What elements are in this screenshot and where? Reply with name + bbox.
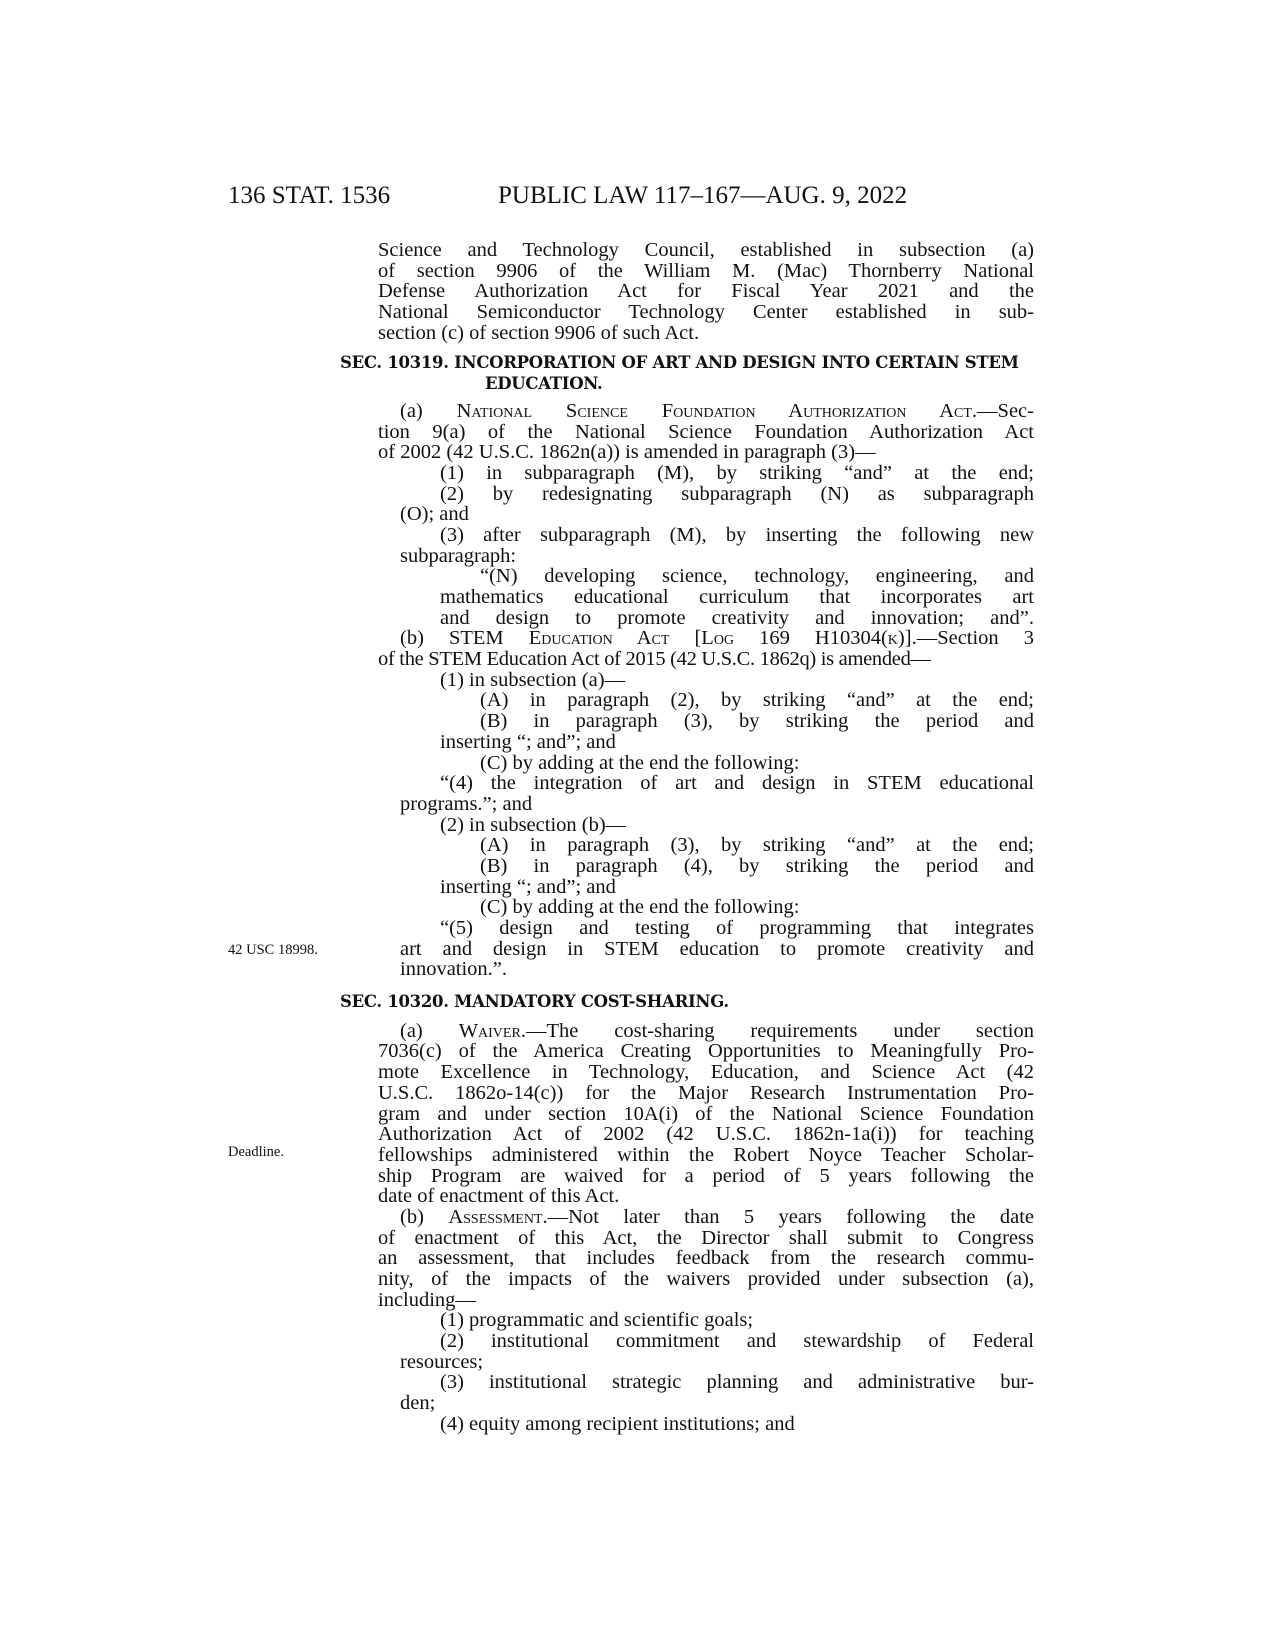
text-line: (a) Waiver.—The cost-sharing requirements under section xyxy=(400,1019,1034,1042)
text-line: National Semiconductor Technology Center established in sub- xyxy=(378,301,1034,324)
text-line: programs.”; and xyxy=(400,792,533,815)
text-line: (B) in paragraph (4), by striking the period and xyxy=(480,854,1034,877)
section-heading-10319: SEC. 10319. INCORPORATION OF ART AND DESIGN INTO CERTAIN STEM xyxy=(340,353,1019,373)
text-line: (2) in subsection (b)— xyxy=(440,813,627,836)
text-line: resources; xyxy=(400,1350,484,1373)
text-line: ship Program are waived for a period of 5 years following the xyxy=(378,1164,1034,1187)
text-line: section (c) of section 9906 of such Act. xyxy=(378,321,700,344)
text-line: (2) by redesignating subparagraph (N) as subparagraph xyxy=(440,482,1034,505)
subsection-heading: STEM Education Act [Log 169 H10304(k)] xyxy=(448,627,912,650)
text-line: including— xyxy=(378,1288,476,1311)
text-line: “(4) the integration of art and design in STEM educational xyxy=(440,772,1034,795)
text-line: of 2002 (42 U.S.C. 1862n(a)) is amended in paragraph (3)— xyxy=(378,441,876,464)
text-line: (C) by adding at the end the following: xyxy=(480,751,800,774)
text-line: art and design in STEM education to promote creativity and xyxy=(400,937,1034,960)
text-line: (4) equity among recipient institutions; and xyxy=(440,1412,795,1435)
text-line: innovation.”. xyxy=(400,958,508,981)
text-line: inserting “; and”; and xyxy=(440,730,616,753)
section-heading-10319-cont: EDUCATION. xyxy=(485,374,603,394)
text-line: date of enactment of this Act. xyxy=(378,1185,620,1208)
text-line: (O); and xyxy=(400,503,469,526)
text-line: (1) in subparagraph (M), by striking “and” at the end; xyxy=(440,461,1034,484)
text-line: “(5) design and testing of programming that integrates xyxy=(440,917,1034,939)
margin-note-deadline: Deadline. xyxy=(228,1144,284,1160)
subsection-heading: National Science Foundation Authorization Act xyxy=(456,399,972,422)
text-line: (1) programmatic and scientific goals; xyxy=(440,1309,754,1332)
text-line: subparagraph: xyxy=(400,544,517,567)
text-line: (3) institutional strategic planning and administrative bur- xyxy=(440,1371,1034,1394)
text-line: mathematics educational curriculum that incorporates art xyxy=(440,586,1034,608)
text-line: an assessment, that includes feedback from the research commu- xyxy=(378,1247,1034,1270)
text-line: (1) in subsection (a)— xyxy=(440,668,626,691)
page-header xyxy=(0,182,1275,222)
text-line: (3) after subparagraph (M), by inserting the following new xyxy=(440,523,1034,546)
text-line: (C) by adding at the end the following: xyxy=(480,896,800,919)
text-line: (B) in paragraph (3), by striking the period and xyxy=(480,710,1034,733)
body-text xyxy=(340,239,1035,1435)
text-line: tion 9(a) of the National Science Foundation Authorization Act xyxy=(378,420,1034,443)
text-line: and design to promote creativity and innovation; and”. xyxy=(440,606,1034,629)
text-line: Defense Authorization Act for Fiscal Year 2021 and the xyxy=(378,280,1034,303)
text-line: nity, of the impacts of the waivers provided under subsection (a), xyxy=(378,1268,1034,1290)
text-line: 7036(c) of the America Creating Opportunities to Meaningfully Pro- xyxy=(378,1040,1034,1063)
text-line: of enactment of this Act, the Director shall submit to Congress xyxy=(378,1226,1034,1249)
section-heading-10320: SEC. 10320. MANDATORY COST-SHARING. xyxy=(340,992,729,1012)
text-line: U.S.C. 1862o-14(c)) for the Major Research Instrumentation Pro- xyxy=(378,1081,1034,1104)
page-number: 136 STAT. 1536 xyxy=(228,182,391,209)
text-line: (2) institutional commitment and stewardship of Federal xyxy=(440,1330,1034,1353)
text-line: “(N) developing science, technology, engineering, and xyxy=(480,565,1034,588)
text-line: gram and under section 10A(i) of the National Science Foundation xyxy=(378,1102,1034,1125)
text-line: (a) National Science Foundation Authorization Act.—Sec- xyxy=(400,399,1034,422)
text-line: (A) in paragraph (3), by striking “and” at the end; xyxy=(480,834,1034,857)
subsection-heading: Waiver xyxy=(458,1019,521,1042)
text-line: (b) Assessment.—Not later than 5 years following the date xyxy=(400,1205,1035,1228)
text-line: (b) STEM Education Act [Log 169 H10304(k)].—Section 3 xyxy=(400,627,1034,650)
margin-note-usc: 42 USC 18998. xyxy=(228,942,318,958)
text-line: fellowships administered within the Robert Noyce Teacher Scholar- xyxy=(378,1143,1034,1166)
text-line: (A) in paragraph (2), by striking “and” at the end; xyxy=(480,689,1034,712)
text-line: of the STEM Education Act of 2015 (42 U.S.C. 1862q) is amended— xyxy=(378,648,931,671)
subsection-heading: Assessment xyxy=(448,1205,543,1228)
text-line: Science and Technology Council, established in subsection (a) xyxy=(378,239,1034,261)
text-line: mote Excellence in Technology, Education, and Science Act (42 xyxy=(378,1061,1034,1084)
running-title: PUBLIC LAW 117–167—AUG. 9, 2022 xyxy=(498,182,908,209)
text-line: inserting “; and”; and xyxy=(440,875,616,898)
text-line: of section 9906 of the William M. (Mac) Thornberry National xyxy=(378,259,1034,282)
text-line: den; xyxy=(400,1392,436,1415)
text-line: Authorization Act of 2002 (42 U.S.C. 1862n-1a(i)) for teaching xyxy=(378,1123,1034,1146)
